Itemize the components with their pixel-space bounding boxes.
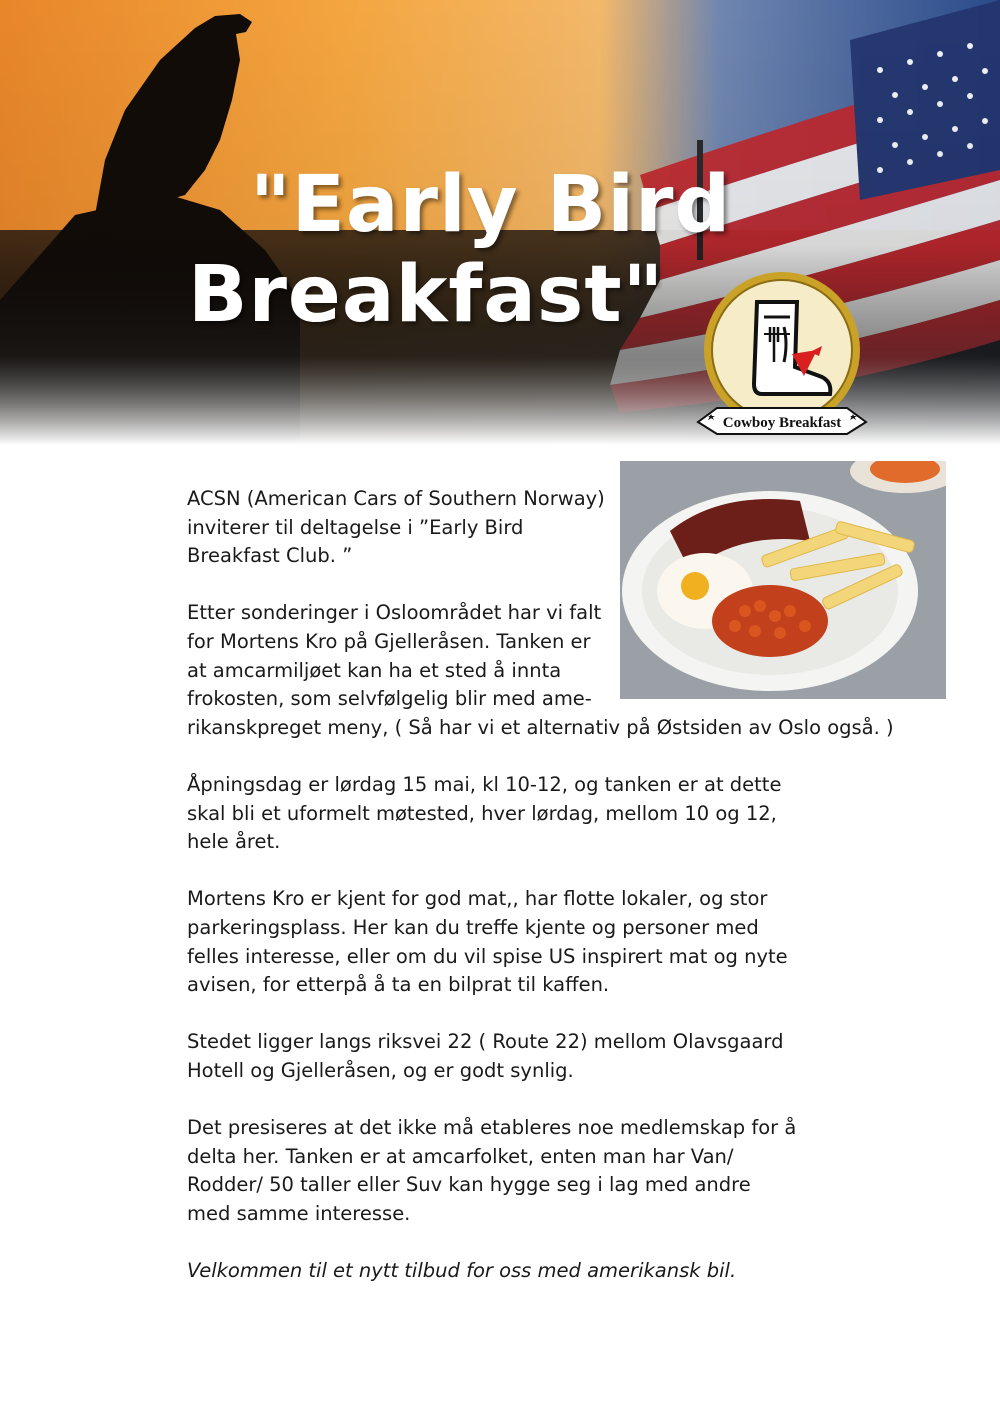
paragraph-venue: Mortens Kro er kjent for god mat,, har flotte lokaler, og stor parkeringsplass. Her kan du treffe kjente og personer med felles interesse, eller om du vil spise US inspirert mat og nyte avisen, for etterpå å ta en bilprat til kaffen. xyxy=(187,887,788,997)
cowboy-boot-icon xyxy=(692,272,872,448)
body-text xyxy=(187,485,907,1314)
paragraph-location: Etter sonderinger i Osloområdet har vi falt for Mortens Kro på Gjelleråsen. Tanken er at amcarmiljøet kan ha et sted å innta frokosten, som selvfølgelig blir med ame- xyxy=(187,601,602,711)
logo-text: Cowboy Breakfast xyxy=(722,415,842,431)
page-title xyxy=(188,160,731,340)
title-line-1: "Early Bird xyxy=(250,160,732,250)
paragraph-closing: Velkommen til et nytt tilbud for oss med amerikansk bil. xyxy=(187,1259,737,1283)
paragraph-location-continued: rikanskpreget meny, ( Så har vi et alternativ på Østsiden av Oslo også. ) xyxy=(187,715,894,739)
paragraph-membership: Det presiseres at det ikke må etableres noe medlemskap for å delta her. Tanken er at amcarfolket, enten man har Van/ Rodder/ 50 taller eller Suv kan hygge seg i lag med andre med samme interesse. xyxy=(187,1116,797,1225)
cowboy-breakfast-logo xyxy=(692,272,872,448)
paragraph-intro: ACSN (American Cars of Southern Norway) inviterer til deltagelse i ”Early Bird Breakfast Club. ” xyxy=(187,487,605,568)
title-line-2: Breakfast" xyxy=(188,250,665,340)
paragraph-directions: Stedet ligger langs riksvei 22 ( Route 22) mellom Olavsgaard Hotell og Gjelleråsen, og er godt synlig. xyxy=(187,1030,784,1082)
paragraph-opening: Åpningsdag er lørdag 15 mai, kl 10-12, og tanken er at dette skal bli et uformelt møtested, hver lørdag, mellom 10 og 12, hele året. xyxy=(187,772,782,854)
